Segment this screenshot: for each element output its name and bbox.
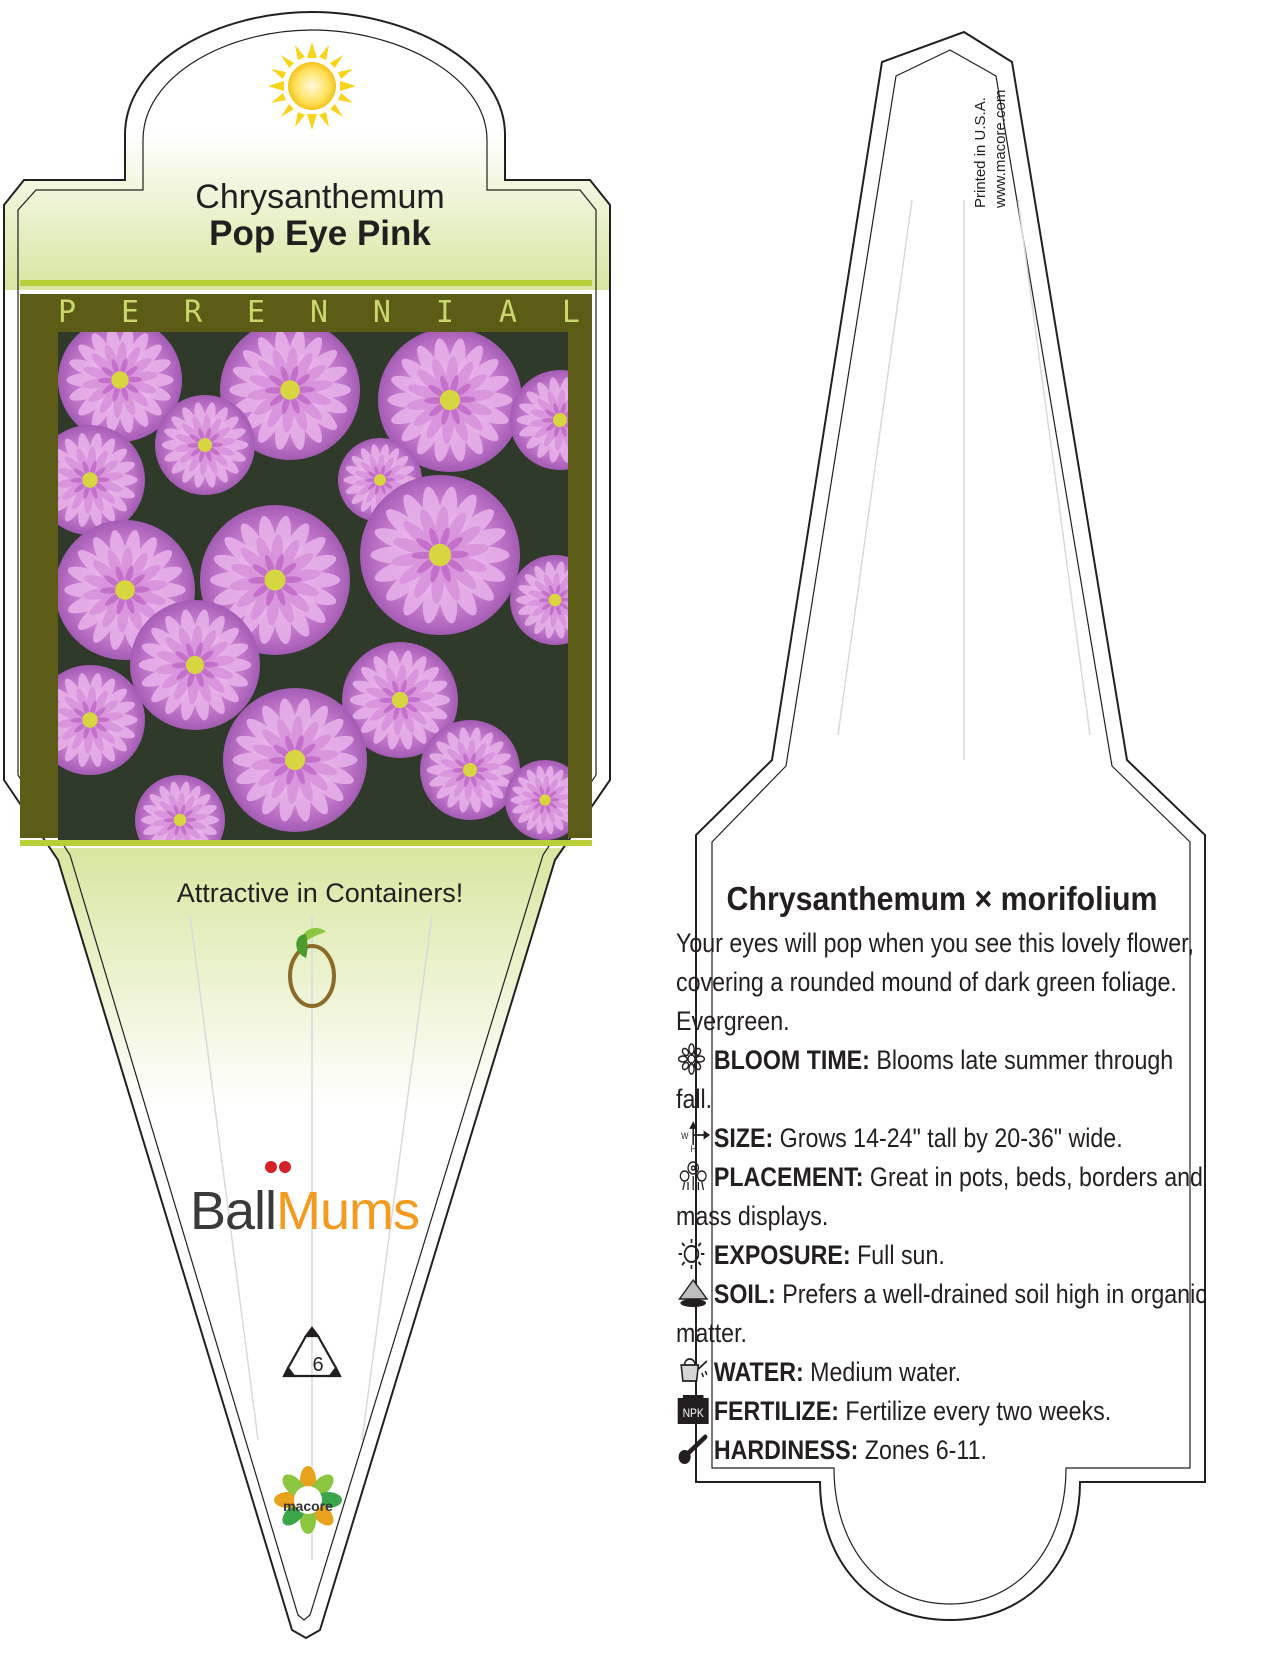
care-text: Zones 6-11. [858, 1435, 987, 1465]
care-label: SOIL: [713, 1279, 776, 1309]
ball-mums-logo [190, 1180, 460, 1242]
npk-fertilizer-icon [676, 1394, 710, 1426]
care-label: BLOOM TIME: [713, 1045, 870, 1075]
flower-photo [35, 318, 610, 865]
flower-icon [676, 1043, 710, 1075]
chrysanthemum-bloom [155, 395, 255, 495]
care-row-hardiness [676, 1431, 1209, 1470]
npk-label: NPK [682, 1407, 704, 1421]
care-row-size [676, 1119, 1209, 1158]
description: Your eyes will pop when you see this lovely flower, covering a rounded mound of dark green foliage. Evergreen. [676, 928, 1195, 1036]
care-label: WATER: [713, 1357, 804, 1387]
care-info [676, 880, 1236, 1470]
care-text: Great in pots, beds, borders and mass displays. [676, 1162, 1203, 1231]
care-row-soil [676, 1275, 1209, 1353]
chrysanthemum-bloom [130, 600, 260, 730]
variety-name: Pop Eye Pink [209, 214, 431, 253]
care-text: Fertilize every two weeks. [838, 1396, 1112, 1426]
category-letter: R [183, 295, 203, 330]
category-letter: P [58, 295, 77, 330]
care-text: Prefers a well-drained soil high in organic matter. [676, 1279, 1207, 1348]
brand-dot [279, 1161, 291, 1173]
brand-ball: Ball [190, 1181, 277, 1241]
category-letter: N [372, 295, 391, 330]
care-row-water [676, 1353, 1209, 1392]
category-letter: I [435, 295, 454, 330]
printed-origin: Printed in U.S.A. [972, 97, 989, 208]
svg-text:H: H [690, 1143, 697, 1153]
care-label: HARDINESS: [713, 1435, 859, 1465]
care-text: Medium water. [803, 1357, 962, 1387]
chrysanthemum-bloom [420, 720, 520, 820]
category-letter: E [120, 295, 140, 330]
care-row-fertilize [676, 1392, 1209, 1431]
chrysanthemum-bloom [360, 475, 520, 635]
sun-outline-icon [676, 1238, 710, 1270]
chrysanthemum-bloom [223, 688, 367, 832]
care-row-exposure [676, 1236, 1209, 1275]
brand-mums: Mums [276, 1181, 420, 1241]
soil-icon [676, 1277, 710, 1309]
care-row-placement [676, 1158, 1209, 1236]
care-label: PLACEMENT: [713, 1162, 864, 1192]
macore-label: macore [283, 1498, 333, 1514]
scientific-name: Chrysanthemum × morifolium [726, 880, 1158, 917]
care-text: Grows 14-24" tall by 20-36" wide. [773, 1123, 1123, 1153]
category-label [58, 295, 580, 330]
category-letter: A [498, 295, 517, 330]
brand-dot [265, 1161, 277, 1173]
recycle-number: 6 [312, 1354, 324, 1376]
category-letter: L [561, 295, 580, 330]
category-letter: E [246, 295, 266, 330]
care-label: FERTILIZE: [713, 1396, 839, 1426]
size-arrows-icon [676, 1121, 710, 1153]
care-text: Full sun. [850, 1240, 945, 1270]
category-letter: N [309, 295, 328, 330]
common-name: Chrysanthemum [195, 178, 445, 216]
care-row-bloom [676, 1041, 1209, 1119]
care-text: Blooms late summer through fall. [676, 1045, 1174, 1114]
care-label: SIZE: [713, 1123, 774, 1153]
thermometer-icon [676, 1433, 710, 1465]
placement-flowers-icon [676, 1160, 710, 1192]
tagline: Attractive in Containers! [176, 878, 464, 908]
printed-info [972, 48, 1009, 208]
sun-icon [268, 42, 356, 130]
care-label: EXPOSURE: [713, 1240, 851, 1270]
header-divider [20, 280, 592, 286]
watering-can-icon [676, 1355, 710, 1387]
svg-text:W: W [681, 1130, 689, 1142]
printed-url: www.macore.com [992, 89, 1009, 208]
